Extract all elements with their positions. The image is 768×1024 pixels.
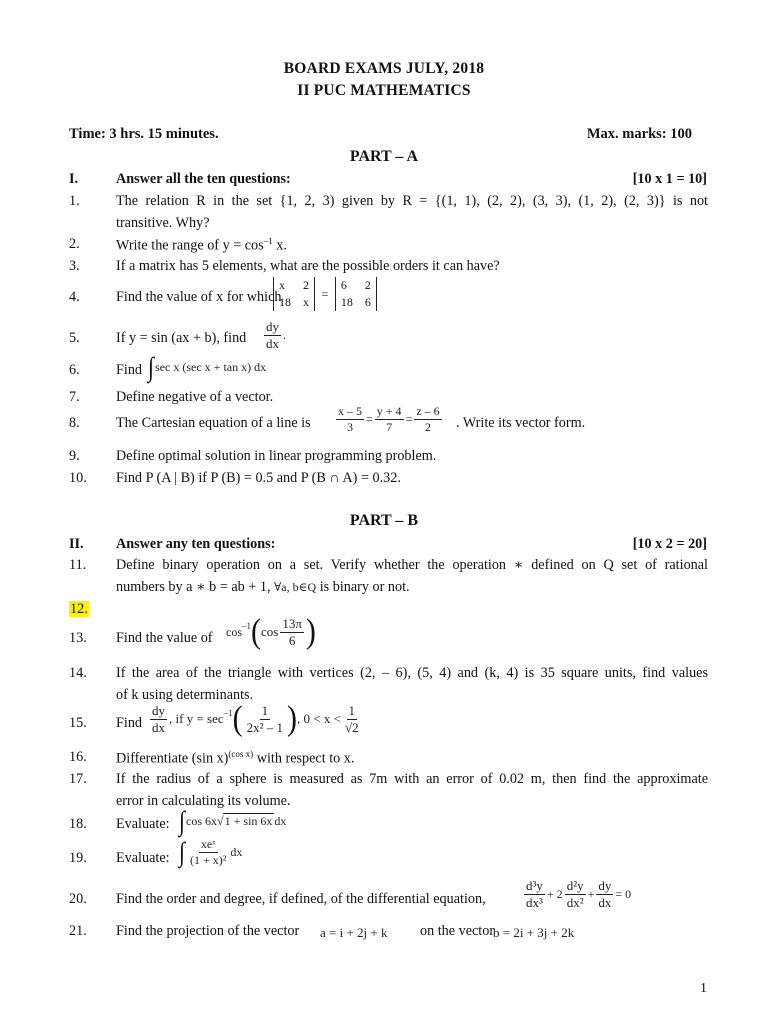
exam-time: Time: 3 hrs. 15 minutes. [69,126,219,142]
q5-number: 5. [69,330,80,346]
q11-line2: numbers by a ∗ b = ab + 1, ∀a, b∈Q is binary or not. [116,579,410,595]
q20-equation: $\frac{\text{d³y}}{\text{dx³}}$ + 2 $\frac{\text{d²y}}{\text{dx²}}$ + $\frac{dy}{dx}$ = 0 [526,878,632,910]
q1-number: 1. [69,193,80,209]
section-i-num: I. [69,171,79,187]
q1-line2: transitive. Why? [116,215,210,231]
q11-number: 11. [69,557,87,573]
part-b-title: PART – B [349,512,419,529]
section-ii-instructions: Answer any ten questions: [116,536,276,552]
q12-number: 12. [70,601,88,617]
q14-number: 14. [69,665,87,681]
q5-text: If y = sin (ax + b), find [116,330,247,346]
q15-number: 15. [69,715,87,731]
q8-number: 8. [69,415,80,431]
q3-text: If a matrix has 5 elements, what are the possible orders it can have? [116,258,500,274]
q21-vector-b: b = 2i + 3j + 2k [493,925,575,940]
q6-number: 6. [69,362,80,378]
q21-mid-text: on the vector [420,923,495,939]
q4-determinant-right: 6 2 18 6 [335,277,377,311]
q19-text: Evaluate: [116,850,170,866]
q5-fraction: $\frac{dy}{dx}$ . [266,319,286,351]
q13-number: 13. [69,630,87,646]
q19-number: 19. [69,850,87,866]
section-ii-num: II. [69,536,84,552]
q3-number: 3. [69,258,80,274]
q8-text: The Cartesian equation of a line is [116,415,311,431]
q8-cartesian-equation: $\frac{x - 5}{3}$ = $\frac{y + 4}{7}$ = $\frac{z - 6}{2}$ [338,404,440,434]
q6-integral: ∫sec x (sec x + tan x) dx [148,350,267,382]
part-a-title: PART – A [349,148,419,165]
q2-text: Write the range of $y = \cos^{-1} x$. [116,236,287,254]
q14-line2: of k using determinants. [116,687,254,703]
q17-line2: error in calculating its volume. [116,793,291,809]
q6-text: Find [116,362,143,378]
q17-line1: If the radius of a sphere is measured as 7m with an error of 0.02 m, then find the approximate [116,771,708,787]
q9-text: Define optimal solution in linear programming problem. [116,448,437,464]
q10-text: Find P (A | B) if P (B) = 0.5 and P (B ∩ A) = 0.32. [116,470,401,486]
q17-number: 17. [69,771,87,787]
q21-number: 21. [69,923,87,939]
q2-number: 2. [69,236,80,252]
section-i-marks: [10 x 1 = 10] [632,171,707,187]
q20-text: Find the order and degree, if defined, of the differential equation, [116,891,486,907]
q13-text: Find the value of [116,630,213,646]
q1-line1: The relation R in the set {1, 2, 3) given by R = {(1, 1), (2, 2), (3, 3), (1, 2), (2, 3)} is not [116,193,708,209]
q4-number: 4. [69,289,80,305]
q18-integral: ∫cos 6x√1 + sin 6xdx [179,804,287,836]
q16-text: Differentiate (sin x)$^{(cos x)}$ with respect to x. [116,749,355,767]
q21-text: Find the projection of the vector [116,923,300,939]
exam-title: BOARD EXAMS JULY, 2018 [283,60,485,77]
q15-expression: $\frac{dy}{dx}$ , if y = sec–1( $\frac{1}{\text{2x² – 1}}$ ), 0 < x < $\frac{1}{√2}$ [152,699,359,738]
q18-number: 18. [69,816,87,832]
q16-number: 16. [69,749,87,765]
q4-determinant-left: x 2 18 x [273,277,315,311]
page-number: 1 [700,981,707,996]
q4-text: Find the value of x for which [116,289,282,305]
exam-subject: II PUC MATHEMATICS [297,82,471,99]
q21-vector-a: a = i + 2j + k [320,925,388,940]
q10-number: 10. [69,470,87,486]
q13-expression: cos–1(cos $\frac{13\pi}{6}$ ) [226,612,316,651]
q4-determinant-equation: x 2 18 x = 6 2 18 6 [273,277,377,311]
section-i-instructions: Answer all the ten questions: [116,171,291,187]
q11-line1: Define binary operation on a set. Verify whether the operation ∗ defined on Q set of rational [116,557,708,573]
exam-max-marks: Max. marks: 100 [586,126,692,142]
q8-tail: . Write its vector form. [456,415,586,431]
q19-integral: ∫ $\frac{\text{xeˣ}}{\text{(1 + x)²}}$ dx [179,835,243,868]
q15-text: Find [116,715,143,731]
section-ii-marks: [10 x 2 = 20] [632,536,707,552]
q20-number: 20. [69,891,87,907]
q14-line1: If the area of the triangle with vertices (2, – 6), (5, 4) and (k, 4) is 35 square units, find values [116,665,708,681]
q18-text: Evaluate: [116,816,170,832]
q9-number: 9. [69,448,80,464]
q7-number: 7. [69,389,80,405]
q7-text: Define negative of a vector. [116,389,274,405]
